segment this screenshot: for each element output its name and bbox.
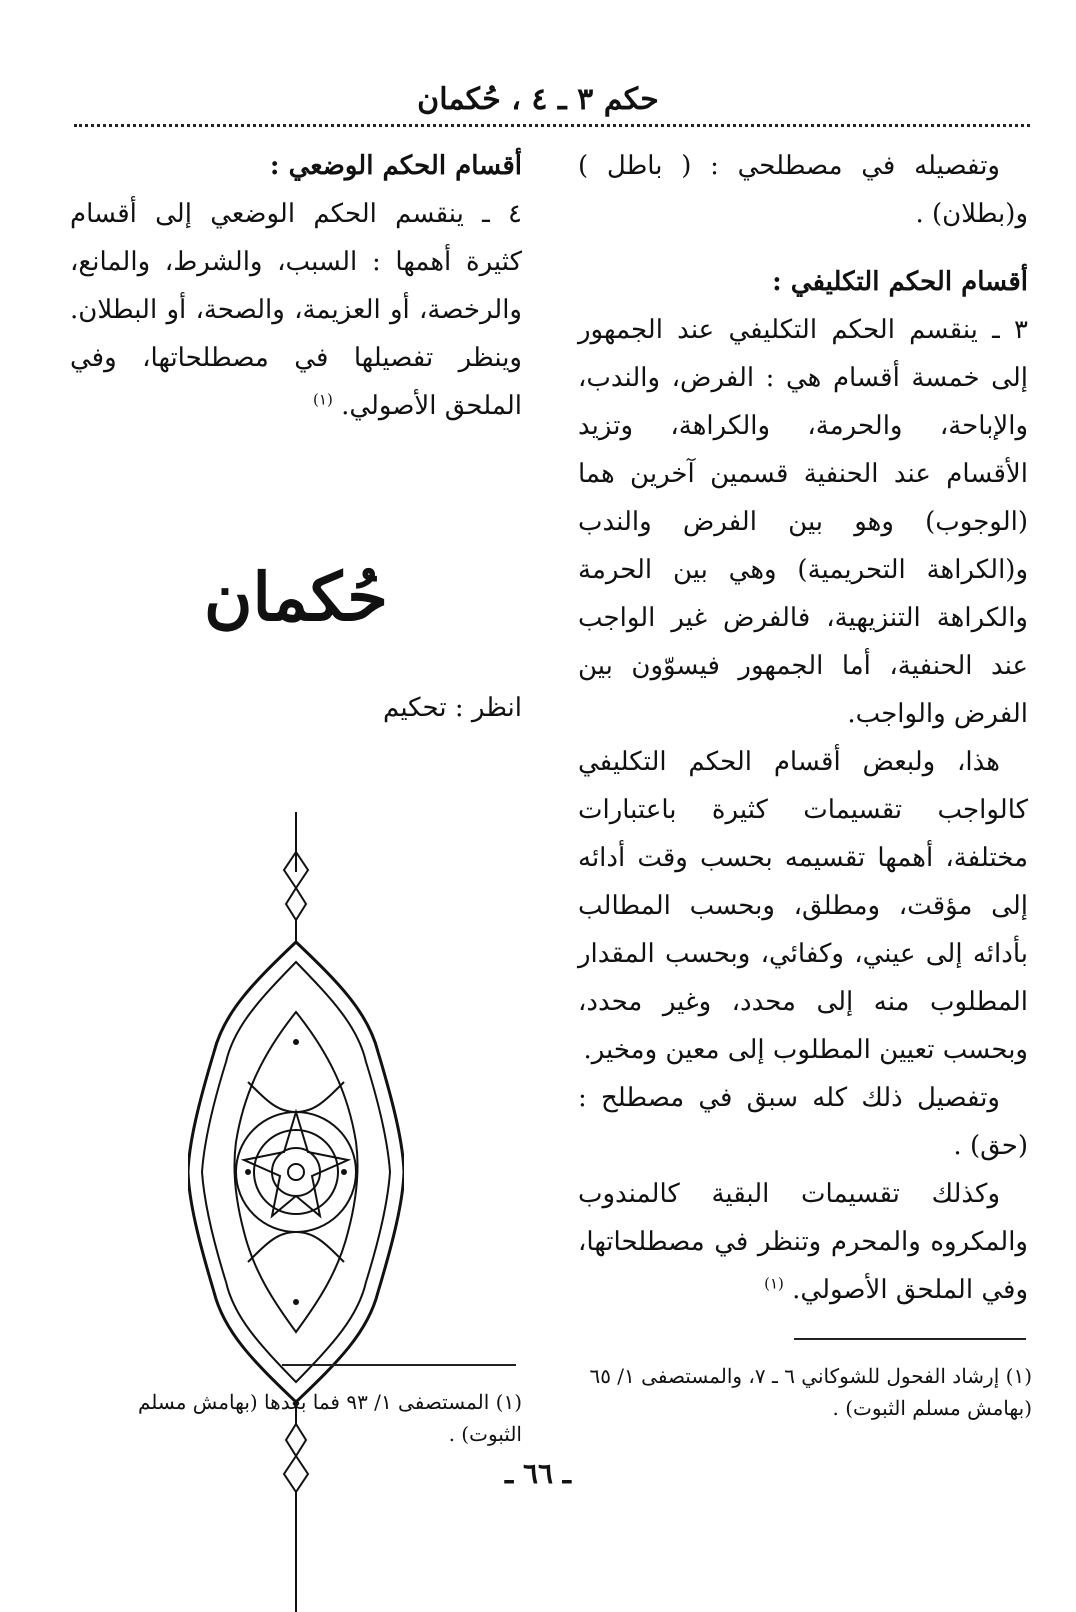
taklifi-heading: أقسام الحكم التكليفي :: [772, 267, 1028, 297]
left-column: [70, 142, 522, 430]
see-also-label: انظر :: [454, 693, 522, 723]
right-column: [578, 142, 1028, 1314]
paragraph-4: [70, 190, 522, 430]
footnote-ref[interactable]: (١): [764, 1274, 784, 1293]
footnote: (١) المستصفى ١/ ٩٣ فما بعدها (بهامش مسلم الثبوت) .: [137, 1390, 522, 1446]
footnote-divider: [282, 1364, 516, 1366]
footnote-divider: [794, 1338, 1026, 1340]
paragraph-4-text: ٤ ـ ينقسم الحكم الوضعي إلى أقسام كثيرة أهمها : السبب، والشرط، والمانع، والرخصة، أو العزيمة، والصحة، أو البطلان. وينظر تفصيلها في مصطلحاتها، وفي الملحق الأصولي.: [70, 199, 522, 421]
paragraph-tafsil: وتفصيل ذلك كله سبق في مصطلح : (حق) .: [578, 1083, 1028, 1161]
see-also-link[interactable]: تحكيم: [383, 693, 447, 723]
paragraph-kadhalik: [578, 1170, 1028, 1314]
paragraph-kadhalik-text: وكذلك تقسيمات البقية كالمندوب والمكروه والمحرم وتنظر في مصطلحاتها، وفي الملحق الأصولي.: [578, 1179, 1028, 1305]
paragraph-hadha: هذا، ولبعض أقسام الحكم التكليفي كالواجب تقسيمات كثيرة باعتبارات مختلفة، أهمها تقسيمه بحسب وقت أدائه إلى مؤقت، ومطلق، وبحسب المطالب بأدائه إلى عيني، وكفائي، وبحسب المقدار المطلوب منه إلى محدد، وغير محدد، وبحسب تعيين المطلوب إلى معين ومخير.: [578, 747, 1028, 1065]
intro-paragraph: وتفصيله في مصطلحي : ( باطل ) و(بطلان) .: [578, 151, 1028, 229]
wadi-heading: أقسام الحكم الوضعي :: [269, 151, 522, 181]
see-also: [70, 684, 522, 732]
paragraph-3: ٣ ـ ينقسم الحكم التكليفي عند الجمهور إلى خمسة أقسام هي : الفرض، والندب، والإباحة، والحرمة، والكراهة، وتزيد الأقسام عند الحنفية قسمين آخرين هما (الوجوب) وهو بين الفرض والندب و(الكراهة التحريمية) وهي بين الحرمة والكراهة التنزيهية، فالفرض غير الواجب عند الحنفية، أما الجمهور فيسوّون بين الفرض والواجب.: [578, 315, 1028, 729]
running-header: حكم ٣ ـ ٤ ، حُكمان: [417, 82, 659, 117]
footnote: (١) إرشاد الفحول للشوكاني ٦ ـ ٧، والمستصفى ١/ ٦٥ (بهامش مسلم الثبوت) .: [589, 1364, 1032, 1420]
entry-title: حُكمان: [204, 558, 388, 636]
page-number: ـ ٦٦ ـ: [505, 1457, 571, 1490]
footnote-ref[interactable]: (١): [313, 390, 333, 409]
header-divider: [74, 124, 1030, 127]
